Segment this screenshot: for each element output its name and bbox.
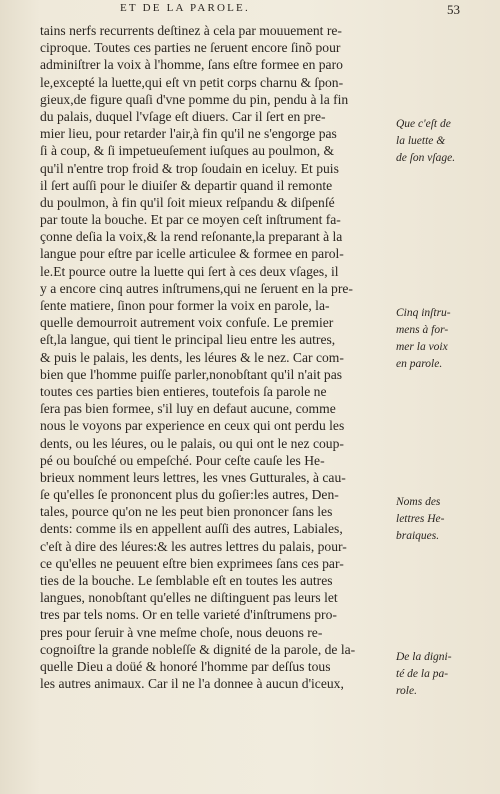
- text-line: les autres animaux. Car il ne l'a donnee à aucun d'iceux,: [40, 676, 344, 692]
- margin-note-line: mer la voix: [396, 341, 448, 354]
- margin-note: [396, 494, 496, 545]
- margin-note-line: Cinq inſtru-: [396, 307, 451, 320]
- text-line: cognoiſtre la grande nobleſſe & dignité de la parole, de la-: [40, 641, 356, 657]
- margin-note: [396, 116, 496, 167]
- text-line: nous le voyons par experience en ceux qui ont perdu les: [40, 418, 345, 434]
- margin-note-line: de ſon vſage.: [396, 152, 456, 164]
- text-line: ciproque. Toutes ces parties ne ſeruent encore ſinõ pour: [40, 40, 341, 56]
- text-line: y a encore cinq autres inſtrumens,qui ne ſeruent en la pre-: [40, 280, 353, 296]
- text-line: qu'il n'entre trop froid & trop ſoudain en iceluy. Et puis: [40, 160, 339, 176]
- text-line: quelle Dieu a doüé & honoré l'homme par deſſus tous: [40, 658, 331, 674]
- text-line: eſt,la langue, qui tient le principal lieu entre les autres,: [40, 332, 336, 348]
- text-line: toutes ces parties bien entieres, toutefois ſa parole ne: [40, 383, 327, 399]
- text-line: tains nerfs recurrents deſtinez à cela par mouuement re-: [40, 23, 342, 38]
- text-line: du poulmon, à fin qu'il ſoit mieux reſpandu & diſpenſé: [40, 194, 335, 210]
- text-line: gieux,de figure quaſi d'vne pomme du pin, pendu à la fin: [40, 91, 349, 107]
- margin-note: [396, 649, 496, 700]
- margin-note-line: Noms des: [396, 496, 441, 509]
- text-line: adminiſtrer la voix à l'homme, ſans eſtre formee en paro: [40, 57, 343, 73]
- text-line: ſe qu'elles ſe prononcent plus du goſier:les autres, Den-: [40, 487, 339, 503]
- text-line: mier lieu, pour retarder l'air,à fin qu'il ne s'engorge pas: [40, 126, 337, 142]
- body-text: [40, 22, 395, 692]
- running-title: ET DE LA PAROLE.: [120, 2, 250, 14]
- margin-note-line: De la digni-: [396, 651, 452, 664]
- text-line: du palais, duquel l'vſage eſt diuers. Car il ſert en pre-: [40, 108, 326, 124]
- text-line: dents: comme ils en appellent auſſi des autres, Labiales,: [40, 521, 343, 537]
- text-line: ce qu'elles ne peuuent eſtre bien exprimees ſans ces par-: [40, 555, 344, 571]
- margin-note-line: lettres He-: [396, 513, 445, 526]
- text-line: c'eſt à dire des léures:& les autres lettres du palais, pour-: [40, 538, 347, 554]
- text-line: çonne deſia la voix,& la rend reſonante,la preparant à la: [40, 229, 343, 245]
- margin-note-line: té de la pa-: [396, 668, 449, 681]
- text-line: pé ou bouſché ou empeſché. Pour ceſte cauſe les He-: [40, 452, 325, 468]
- page-header: [40, 2, 460, 20]
- margin-note-line: role.: [396, 685, 417, 698]
- margin-note-line: mens à for-: [396, 324, 449, 337]
- text-line: le,excepté la luette,qui eſt vn petit corps charnu & ſpon-: [40, 74, 344, 90]
- margin-note: [396, 305, 496, 373]
- text-line: tales, pource qu'on ne les peut bien prononcer ſans les: [40, 504, 333, 520]
- margin-note-line: la luette &: [396, 135, 446, 147]
- text-line: par toute la bouche. Et par ce moyen ceſt inſtrument fa-: [40, 212, 341, 228]
- text-line: tres par tels noms. Or en telle varieté d'inſtrumens pro-: [40, 607, 337, 623]
- text-column: [40, 22, 395, 692]
- text-line: brieux nomment leurs lettres, les vnes Gutturales, à cau-: [40, 469, 346, 485]
- margin-note-line: Que c'eſt de: [396, 118, 451, 130]
- text-line: ſente matiere, ſinon pour former la voix en parole, la-: [40, 298, 330, 313]
- text-line: dents, ou les léures, ou le palais, ou qui ont le nez coup-: [40, 435, 344, 451]
- text-line: langue pour eſtre par icelle articulee & formee en parol-: [40, 246, 344, 262]
- margin-note-line: en parole.: [396, 358, 443, 371]
- page-number: 53: [447, 2, 460, 17]
- text-line: pres pour ſeruir à vne meſme choſe, nous deuons re-: [40, 624, 323, 640]
- text-line: ſera pas bien formee, s'il luy en defaut aucune, comme: [40, 401, 336, 417]
- margin-note-line: braiques.: [396, 530, 440, 543]
- text-line: quelle demourroit autrement voix confuſe. Le premier: [40, 315, 334, 331]
- text-line: & puis le palais, les dents, les léures & le nez. Car com-: [40, 349, 344, 365]
- text-line: langues, nonobſtant qu'elles ne diſtinguent pas leurs let: [40, 590, 338, 606]
- text-line: bien que l'homme puiſſe parler,nonobſtant qu'il n'ait pas: [40, 366, 343, 382]
- text-line: il ſert auſſi pour le diuiſer & departir quand il remonte: [40, 177, 333, 193]
- text-line: ties de la bouche. Le ſemblable eſt en toutes les autres: [40, 573, 333, 588]
- text-line: ſi à coup, & ſi impetueuſement iuſques au poulmon, &: [40, 143, 335, 159]
- text-line: le.Et pource outre la luette qui ſert à ces deux vſages, il: [40, 263, 339, 279]
